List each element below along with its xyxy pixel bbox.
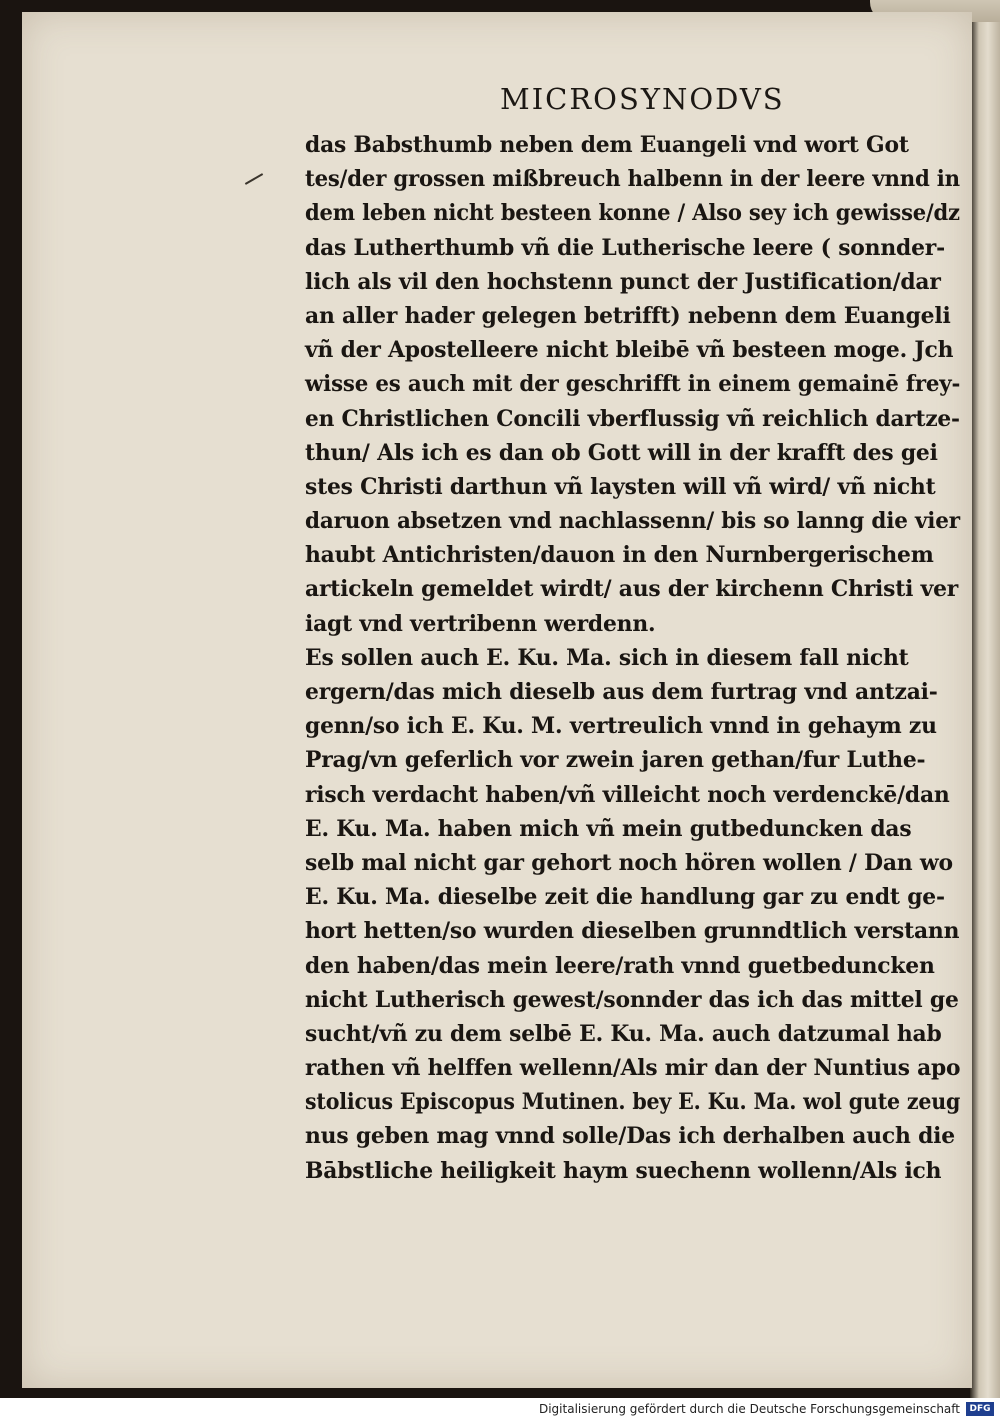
text-line: das Babsthumb neben dem Euangeli vnd wort Got [305, 132, 909, 158]
text-line: en Christlichen Concili vberflussig vñ reichlich dartze- [305, 405, 960, 432]
text-line: genn/so ich E. Ku. M. vertreulich vnnd in gehaym zu [305, 713, 937, 740]
text-line: E. Ku. Ma. haben mich vñ mein gutbeduncken das [305, 815, 912, 842]
footer-credit: Digitalisierung gefördert durch die Deutsche Forschungsgemeinschaft [538, 1402, 960, 1416]
text-line: rathen vñ helffen wellenn/Als mir dan der Nuntius apo [305, 1055, 961, 1082]
text-line: tes/der grossen mißbreuch halbenn in der leere vnnd in [305, 166, 960, 193]
text-line: Bābstliche heiligkeit haym suechenn wollenn/Als ich [305, 1157, 942, 1184]
running-head: MICROSYNODVS [500, 82, 785, 116]
text-line: sucht/vñ zu dem selbē E. Ku. Ma. auch datzumal hab [305, 1020, 942, 1047]
text-line: haubt Antichristen/dauon in den Nurnbergerischem [305, 542, 934, 569]
text-line: Es sollen auch E. Ku. Ma. sich in diesem fall nicht [305, 644, 909, 671]
text-line: selb mal nicht gar gehort noch hören wollen / Dan wo [305, 849, 953, 876]
text-line: dem leben nicht besteen konne / Also sey ich gewisse/dz [305, 200, 960, 227]
dfg-logo: DFG [966, 1402, 994, 1416]
text-line: artickeln gemeldet wirdt/ aus der kirchenn Christi ver [305, 576, 959, 603]
page-edge [970, 0, 1000, 1398]
text-line: risch verdacht haben/vñ villeicht noch verdenckē/dan [305, 781, 950, 808]
text-line: den haben/das mein leere/rath vnnd guetbeduncken [305, 952, 935, 979]
text-line: thun/ Als ich es dan ob Gott will in der krafft des gei [305, 439, 938, 466]
text-line: daruon absetzen vnd nachlassenn/ bis so lanng die vier [305, 508, 960, 535]
text-line: wisse es auch mit der geschrifft in einem gemainē frey- [305, 371, 961, 398]
text-line: Prag/vn geferlich vor zwein jaren gethan/fur Luthe- [305, 747, 926, 774]
body-text [305, 128, 965, 1188]
text-line: lich als vil den hochstenn punct der Justification/dar [305, 268, 941, 295]
text-line: nicht Lutherisch gewest/sonnder das ich das mittel ge [305, 986, 959, 1013]
text-line: hort hetten/so wurden dieselben grunndtlich verstann [305, 918, 960, 945]
text-line: das Lutherthumb vñ die Lutherische leere ( sonnder- [305, 234, 945, 261]
text-line: ergern/das mich dieselb aus dem furtrag vnd antzai- [305, 679, 938, 705]
text-line: stes Christi darthun vñ laysten will vñ wird/ vñ nicht [305, 473, 936, 500]
text-line: nus geben mag vnnd solle/Das ich derhalben auch die [305, 1123, 955, 1150]
text-line: an aller hader gelegen betrifft) nebenn dem Euangeli [305, 302, 951, 329]
text-line: iagt vnd vertribenn werdenn. [305, 610, 656, 637]
footer [0, 1398, 1000, 1421]
text-line: stolicus Episcopus Mutinen. bey E. Ku. Ma. wol gute zeug [305, 1089, 961, 1116]
text-line: E. Ku. Ma. dieselbe zeit die handlung gar zu endt ge- [305, 884, 945, 911]
text-line: vñ der Apostelleere nicht bleibē vñ besteen moge. Jch [305, 337, 954, 364]
